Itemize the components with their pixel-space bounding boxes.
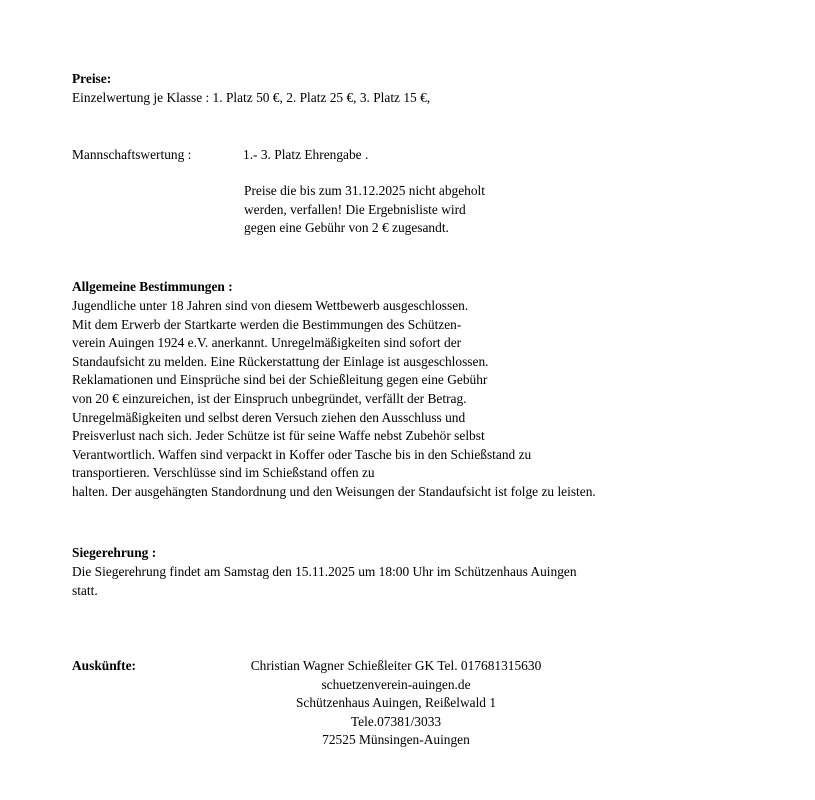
prizes-note: [244, 182, 485, 238]
general-line: von 20 € einzureichen, ist der Einspruch unbegründet, verfällt der Betrag.: [72, 390, 467, 406]
general-line: Reklamationen und Einsprüche sind bei der Schießleitung gegen eine Gebühr: [72, 372, 488, 388]
prizes-note-line: Preise die bis zum 31.12.2025 nicht abgeholt: [244, 183, 485, 198]
info-body: [230, 657, 562, 750]
info-line: 72525 Münsingen-Auingen: [322, 732, 470, 748]
general-line: transportieren. Verschlüsse sind im Schießstand offen zu: [72, 465, 375, 481]
general-line: Preisverlust nach sich. Jeder Schütze ist für seine Waffe nebst Zubehör selbst: [72, 428, 485, 444]
prizes-heading: Preise:: [72, 71, 112, 86]
general-line: Jugendliche unter 18 Jahren sind von diesem Wettbewerb ausgeschlossen.: [72, 298, 469, 313]
general-line: halten. Der ausgehängten Standordnung und den Weisungen der Standaufsicht ist folge zu leisten.: [72, 483, 596, 499]
info-heading: Auskünfte:: [72, 658, 136, 673]
prizes-individual: Einzelwertung je Klasse : 1. Platz 50 €, 2. Platz 25 €, 3. Platz 15 €,: [72, 90, 431, 105]
general-line: verein Auingen 1924 e.V. anerkannt. Unregelmäßigkeiten sind sofort der: [72, 335, 462, 351]
general-body: [72, 297, 596, 502]
info-line: Tele.07381/3033: [350, 713, 442, 729]
general-line: Mit dem Erwerb der Startkarte werden die Bestimmungen des Schützen-: [72, 316, 462, 332]
team-label: Mannschaftswertung :: [72, 147, 192, 162]
team-value: 1.- 3. Platz Ehrengabe .: [243, 147, 369, 162]
ceremony-body: [72, 563, 577, 600]
general-line: Unregelmäßigkeiten und selbst deren Versuch ziehen den Ausschluss und: [72, 409, 466, 425]
ceremony-line: Die Siegerehrung findet am Samstag den 15.11.2025 um 18:00 Uhr im Schützenhaus Auingen: [72, 564, 577, 579]
general-line: Standaufsicht zu melden. Eine Rückerstattung der Einlage ist ausgeschlossen.: [72, 353, 489, 369]
prizes-note-line: werden, verfallen! Die Ergebnisliste wird: [244, 201, 466, 217]
prizes-note-line: gegen eine Gebühr von 2 € zugesandt.: [244, 220, 449, 236]
general-heading: Allgemeine Bestimmungen :: [72, 279, 233, 294]
info-line: Christian Wagner Schießleiter GK Tel. 017681315630: [250, 658, 542, 673]
info-line: schuetzenverein-auingen.de: [321, 676, 471, 692]
ceremony-heading: Siegerehrung :: [72, 545, 157, 560]
general-line: Verantwortlich. Waffen sind verpackt in Koffer oder Tasche bis in den Schießstand zu: [72, 446, 532, 462]
ceremony-line: statt.: [72, 582, 98, 598]
info-line: Schützenhaus Auingen, Reißelwald 1: [295, 695, 497, 711]
